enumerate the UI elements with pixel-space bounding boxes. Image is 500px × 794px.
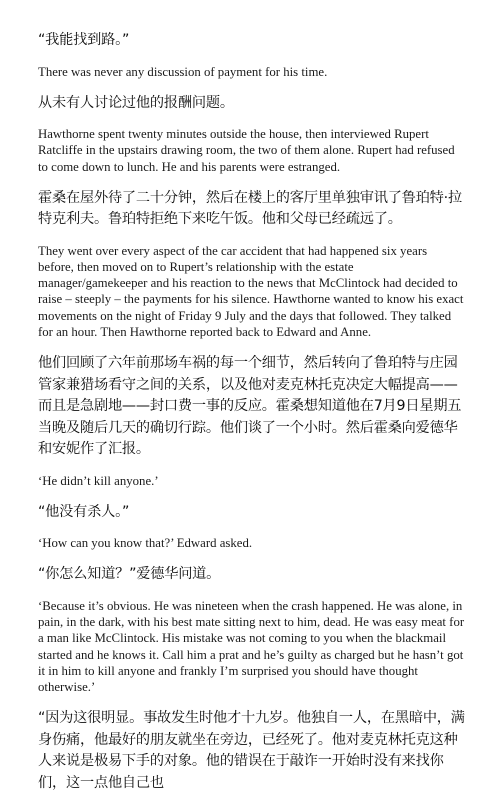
paragraph-zh-7: “因为这很明显。事故发生时他才十九岁。他独自一人，在黑暗中，满身伤痛，他最好的朋友就坐在旁边，已经死了。他对麦克林托克这种人来说是极易下手的对象。他的错误在于敲诈一开始时没有来找你们，这一点他自己也: [38, 710, 465, 791]
paragraph-en-6: ‘Because it’s obvious. He was nineteen when the crash happened. He was alone, in pain, in the dark, with his best mate sitting next to him, dead. He was easy meat for a man like McClintock. His mistake was not coming to you when the blackmail started and he knows it. Call him a prat and he’s guilty as charged but he hasn’t got it in him to kill anyone and frankly I’m surprised you should have thought otherwise.’: [38, 598, 465, 694]
paragraph-en-2: Hawthorne spent twenty minutes outside the house, then interviewed Rupert Ratcliffe in the upstairs drawing room, the two of them alone. Rupert had refused to come down to lunch. He and his parents were estranged.: [38, 127, 455, 174]
paragraph-zh-3: 霍桑在屋外待了二十分钟，然后在楼上的客厅里单独审讯了鲁珀特·拉特克利夫。鲁珀特拒绝下来吃午饭。他和父母已经疏远了。: [38, 189, 462, 228]
paragraph-zh-1: “我能找到路。”: [38, 32, 130, 48]
paragraph-en-4: ‘He didn’t kill anyone.’: [38, 473, 159, 488]
paragraph-en-1: There was never any discussion of payment for his time.: [38, 64, 328, 79]
paragraph-en-5: ‘How can you know that?’ Edward asked.: [38, 536, 253, 551]
paragraph-zh-6: “你怎么知道？”爱德华问道。: [38, 566, 221, 583]
document-page: [38, 30, 466, 794]
paragraph-en-3: They went over every aspect of the car accident that had happened six years before, then moved on to Rupert’s relationship with the estate manager/gamekeeper and his reaction to the news that McClintock had decided to raise – steeply – the payments for his silence. Hawthorne wanted to know his exact movements on the night of Friday 9 July and the days that followed. They talked for an hour. Then Hawthorne reported back to Edward and Anne.: [38, 243, 464, 339]
paragraph-zh-5: “他没有杀人。”: [38, 503, 130, 520]
paragraph-zh-2: 从未有人讨论过他的报酬问题。: [38, 94, 234, 111]
paragraph-zh-4: 他们回顾了六年前那场车祸的每一个细节，然后转向了鲁珀特与庄园管家兼猎场看守之间的关系，以及他对麦克林托克决定大幅提高——而且是急剧地——封口费一事的反应。霍桑想知道他在7月9日星期五当晚及随后几天的确切行踪。他们谈了一个小时。然后霍桑向爱德华和安妮作了汇报。: [38, 355, 462, 458]
